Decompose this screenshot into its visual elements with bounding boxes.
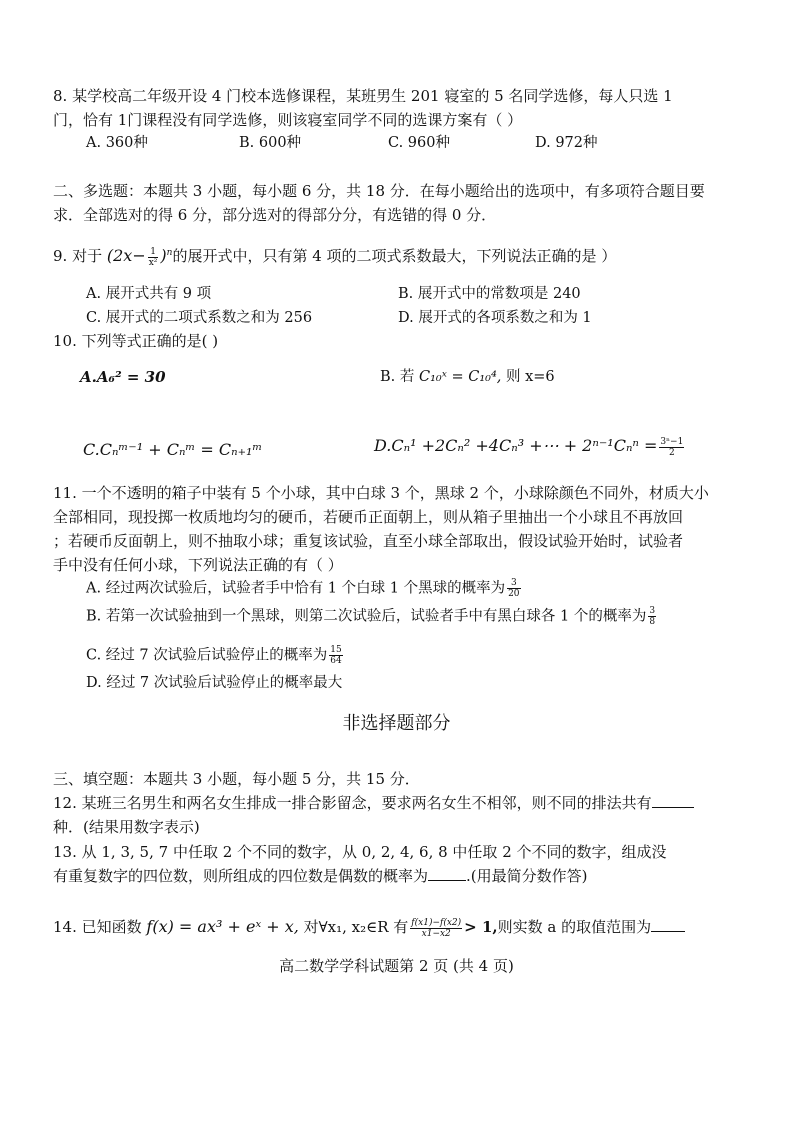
q13-line2 — [53, 865, 588, 887]
q11-option-b — [86, 606, 658, 627]
q12-line2: 种．(结果用数字表示) — [53, 818, 200, 836]
q14-prefix: 14. 已知函数 — [53, 918, 142, 936]
q9-frac-den: x² — [148, 257, 158, 268]
q9-option-b: B. 展开式中的常数项是 240 — [398, 286, 581, 302]
q11-option-c-text: C. 经过 7 次试验后试验停止的概率为 — [86, 647, 328, 664]
section2-line1: 二、多选题：本题共 3 小题，每小题 6 分，共 18 分．在每小题给出的选项中，有多项符合题目要 — [53, 182, 705, 200]
q11-option-b-num: 3 — [649, 606, 656, 616]
q11-option-a-text: A. 经过两次试验后，试验者手中恰有 1 个白球 1 个黑球的概率为 — [86, 580, 506, 597]
q10-option-a: A.A₆² = 30 — [80, 368, 166, 386]
q10-stem: 10. 下列等式正确的是( ) — [53, 332, 219, 350]
q8-line2: 门，恰有 1门课程没有同学选修，则该寝室同学不同的选课方案有（ ） — [53, 111, 523, 129]
q11-option-c — [86, 645, 345, 666]
q11-option-a-fraction — [507, 578, 520, 599]
q13-line2-text: 有重复数字的四位数，则所组成的四位数是偶数的概率为 — [53, 867, 429, 885]
q11-option-c-den: 64 — [330, 656, 342, 666]
q14-condition: 对∀x₁, x₂∈R 有 — [303, 918, 409, 936]
q10-option-d-main: D.Cₙ¹ +2Cₙ² +4Cₙ³ +⋯ + 2ⁿ⁻¹Cₙⁿ = — [374, 436, 658, 455]
q8-option-c: C. 960种 — [388, 135, 450, 151]
q13-line1: 13. 从 1, 3, 5, 7 中任取 2 个不同的数字，从 0, 2, 4, 6, 8 中任取 2 个不同的数字，组成没 — [53, 843, 667, 861]
section3-heading: 三、填空题：本题共 3 小题，每小题 5 分，共 15 分． — [53, 770, 420, 788]
q9-option-c: C. 展开式的二项式系数之和为 256 — [86, 310, 313, 326]
q14-line — [53, 916, 685, 939]
section2-line2: 求．全部选对的得 6 分，部分选对的得部分分，有选错的得 0 分． — [53, 206, 497, 224]
q10-option-b-math: C₁₀ˣ = C₁₀⁴, — [418, 369, 502, 385]
q11-option-a — [86, 578, 523, 599]
q14-frac-num: f(x1)−f(x2) — [411, 917, 462, 928]
q10-option-b-suffix: 则 x=6 — [505, 369, 555, 385]
q10-option-d-num: 3ⁿ−1 — [660, 436, 684, 447]
q12-answer-blank[interactable] — [652, 793, 694, 808]
q11-option-d: D. 经过 7 次试验后试验停止的概率最大 — [86, 675, 343, 691]
q9-frac-num: 1 — [148, 247, 159, 258]
q8-line1: 8. 某学校高二年级开设 4 门校本选修课程，某班男生 201 寝室的 5 名同学选修，每人只选 1 — [53, 87, 673, 105]
q14-suffix: 则实数 a 的取值范围为 — [497, 918, 652, 936]
q9-prefix: 9. 对于 — [53, 247, 103, 265]
q10-option-d-den: 2 — [668, 447, 675, 458]
q9-option-d: D. 展开式的各项系数之和为 1 — [398, 310, 592, 326]
q11-option-a-den: 20 — [508, 589, 520, 599]
q11-option-b-text: B. 若第一次试验抽到一个黑球，则第二次试验后，试验者手中有黑白球各 1 个的概率为 — [86, 608, 647, 625]
q12-line1 — [53, 792, 694, 814]
q11-line1: 11. 一个不透明的箱子中装有 5 个小球，其中白球 3 个，黑球 2 个，小球除颜色不同外，材质大小 — [53, 484, 709, 502]
q14-greater-than: > 1, — [464, 918, 498, 936]
q9-suffix: 的展开式中，只有第 4 项的二项式系数最大，下列说法正确的是 ） — [172, 247, 617, 265]
q14-fraction — [410, 918, 462, 939]
q13-answer-blank[interactable] — [428, 866, 466, 881]
q9-exponent: n — [166, 248, 173, 258]
q11-option-b-den: 8 — [649, 617, 656, 627]
q9-stem — [53, 242, 616, 268]
q12-line1-text: 12. 某班三名男生和两名女生排成一排合影留念，要求两名女生不相邻，则不同的排法共有 — [53, 794, 652, 812]
q13-line2-end: .(用最简分数作答) — [466, 867, 588, 885]
q8-option-a: A. 360种 — [86, 135, 148, 151]
q10-option-c: C.Cₙᵐ⁻¹ + Cₙᵐ = Cₙ₊₁ᵐ — [83, 440, 263, 459]
page-footer: 高二数学学科试题第 2 页 (共 4 页) — [279, 957, 514, 975]
q10-option-d-fraction — [659, 437, 684, 458]
q14-answer-blank[interactable] — [651, 917, 685, 932]
q11-line2: 全部相同，现投掷一枚质地均匀的硬币，若硬币正面朝上，则从箱子里抽出一个小球且不再放回 — [53, 508, 684, 526]
q10-option-b-prefix: B. 若 — [380, 369, 415, 385]
q10-option-d — [374, 436, 686, 458]
q11-line3: ；若硬币反面朝上，则不抽取小球；重复该试验，直至小球全部取出，假设试验开始时，试验者 — [53, 532, 684, 550]
q9-option-a: A. 展开式共有 9 项 — [86, 286, 212, 302]
q8-option-b: B. 600种 — [239, 135, 302, 151]
part-title: 非选择题部分 — [342, 713, 451, 734]
q9-fraction — [148, 247, 159, 268]
q11-option-b-fraction — [648, 606, 656, 627]
q14-frac-den: x1−x2 — [421, 928, 451, 939]
q11-option-c-num: 15 — [330, 645, 342, 655]
q11-option-a-num: 3 — [507, 578, 520, 589]
q8-option-d: D. 972种 — [535, 135, 598, 151]
q9-expr-open: (2x− — [106, 246, 146, 265]
q10-option-b — [380, 367, 555, 387]
q11-option-c-fraction — [329, 645, 342, 666]
q9-expr-close: ) — [160, 246, 167, 265]
q11-line4: 手中没有任何小球，下列说法正确的有（ ） — [53, 556, 343, 574]
q14-function: f(x) = ax³ + eˣ + x, — [146, 917, 299, 936]
